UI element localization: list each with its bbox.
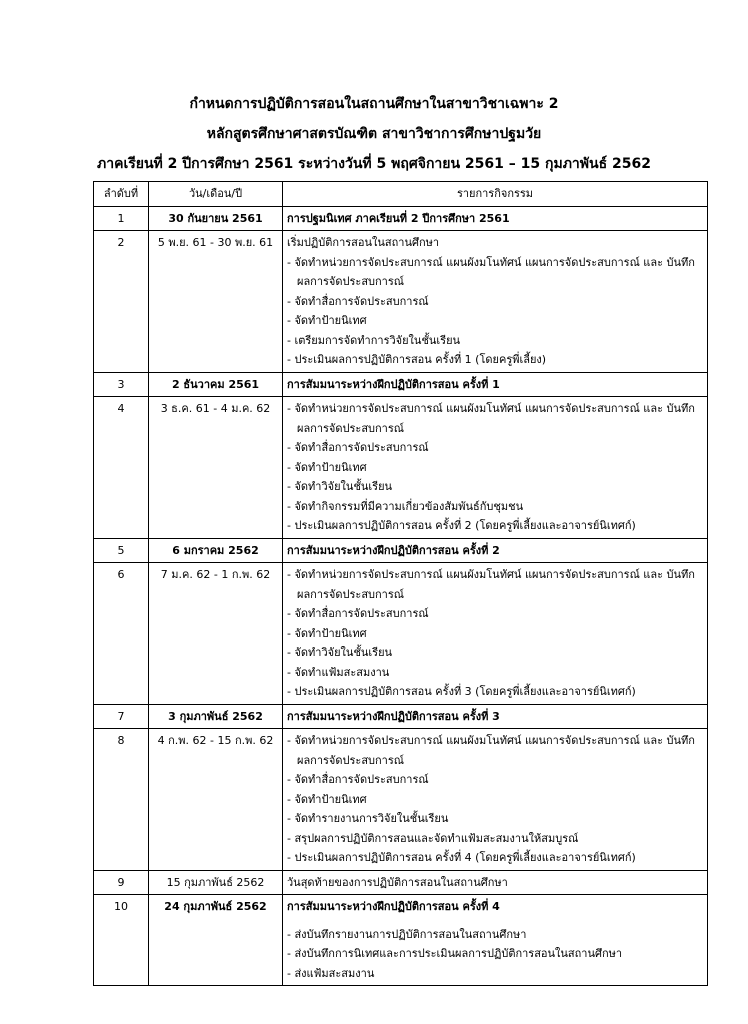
activity-item: - จัดทำวิจัยในชั้นเรียน — [287, 480, 393, 493]
row-date: 7 ม.ค. 62 - 1 ก.พ. 62 — [149, 563, 283, 705]
column-header-activity: รายการกิจกรรม — [283, 182, 708, 207]
activity-item: - จัดทำสื่อการจัดประสบการณ์ — [287, 441, 429, 454]
row-date: 5 พ.ย. 61 - 30 พ.ย. 61 — [149, 231, 283, 373]
spacer — [287, 917, 703, 925]
activity-title: การสัมมนาระหว่างฝึกปฏิบัติการสอน ครั้งที่ 4 — [287, 900, 500, 913]
table-body — [94, 206, 708, 986]
activity-item: - จัดทำหน่วยการจัดประสบการณ์ แผนผังมโนทัศน์ แผนการจัดประสบการณ์ และ บันทึกผลการจัดประสบการณ์ — [287, 568, 695, 601]
activity-item: - จัดทำป้ายนิเทศ — [287, 460, 367, 474]
row-activity — [283, 231, 708, 373]
activity-item: - จัดทำป้ายนิเทศ — [287, 314, 367, 327]
activity-item: - ประเมินผลการปฏิบัติการสอน ครั้งที่ 2 (โดยครูพี่เลี้ยงและอาจารย์นิเทศก์) — [287, 519, 636, 532]
row-activity — [283, 397, 708, 539]
activity-item: - จัดทำแฟ้มสะสมงาน — [287, 665, 390, 679]
table-row — [94, 704, 708, 729]
activity-item: - จัดทำสื่อการจัดประสบการณ์ — [287, 607, 429, 620]
activity-item: - จัดทำป้ายนิเทศ — [287, 792, 367, 806]
table-row — [94, 231, 708, 373]
activity-list — [287, 925, 703, 984]
table-row — [94, 563, 708, 705]
activity-title: การสัมมนาระหว่างฝึกปฏิบัติการสอน ครั้งที่ 2 — [287, 543, 500, 557]
row-activity — [283, 729, 708, 871]
table-row — [94, 895, 708, 986]
activity-list — [287, 399, 703, 536]
column-header-date: วัน/เดือน/ปี — [149, 182, 283, 207]
activity-item: - จัดทำกิจกรรมที่มีความเกี่ยวข้องสัมพันธ์กับชุมชน — [287, 499, 524, 513]
activity-item: - จัดทำหน่วยการจัดประสบการณ์ แผนผังมโนทัศน์ แผนการจัดประสบการณ์ และ บันทึกผลการจัดประสบการณ์ — [287, 402, 695, 435]
row-number: 2 — [94, 231, 149, 373]
row-number: 3 — [94, 372, 149, 397]
activity-list — [287, 253, 703, 370]
row-number: 6 — [94, 563, 149, 705]
schedule-table — [93, 181, 708, 986]
row-date: 2 ธันวาคม 2561 — [149, 372, 283, 397]
row-date: 3 ธ.ค. 61 - 4 ม.ค. 62 — [149, 397, 283, 539]
row-activity — [283, 870, 708, 895]
activity-title: การสัมมนาระหว่างฝึกปฏิบัติการสอน ครั้งที่ 3 — [287, 709, 500, 723]
row-activity — [283, 538, 708, 563]
activity-title: เริ่มปฏิบัติการสอนในสถานศึกษา — [287, 236, 440, 249]
table-row — [94, 397, 708, 539]
row-date: 15 กุมภาพันธ์ 2562 — [149, 870, 283, 895]
activity-item: - ประเมินผลการปฏิบัติการสอน ครั้งที่ 3 (โดยครูพี่เลี้ยงและอาจารย์นิเทศก์) — [287, 685, 636, 698]
document-subtitle: หลักสูตรศึกษาศาสตรบัณฑิต สาขาวิชาการศึกษาปฐมวัย — [206, 126, 542, 142]
row-date: 4 ก.พ. 62 - 15 ก.พ. 62 — [149, 729, 283, 871]
row-number: 9 — [94, 870, 149, 895]
table-row — [94, 870, 708, 895]
activity-title: วันสุดท้ายของการปฏิบัติการสอนในสถานศึกษา — [287, 875, 508, 889]
row-activity — [283, 563, 708, 705]
row-number: 10 — [94, 895, 149, 986]
document-title: กำหนดการปฏิบัติการสอนในสถานศึกษาในสาขาวิชาเฉพาะ 2 — [189, 96, 559, 112]
activity-item: - จัดทำสื่อการจัดประสบการณ์ — [287, 773, 429, 786]
table-row — [94, 729, 708, 871]
activity-item: - จัดทำรายงานการวิจัยในชั้นเรียน — [287, 812, 449, 825]
activity-item: - จัดทำหน่วยการจัดประสบการณ์ แผนผังมโนทัศน์ แผนการจัดประสบการณ์ และ บันทึกผลการจัดประสบการณ์ — [287, 734, 695, 767]
row-activity — [283, 704, 708, 729]
activity-list — [287, 565, 703, 702]
row-number: 4 — [94, 397, 149, 539]
activity-item: - จัดทำหน่วยการจัดประสบการณ์ แผนผังมโนทัศน์ แผนการจัดประสบการณ์ และ บันทึกผลการจัดประสบการณ์ — [287, 255, 695, 288]
table-row — [94, 206, 708, 231]
row-activity — [283, 895, 708, 986]
activity-title: การสัมมนาระหว่างฝึกปฏิบัติการสอน ครั้งที่ 1 — [287, 377, 500, 391]
row-number: 1 — [94, 206, 149, 231]
activity-item: - ส่งบันทึกรายงานการปฏิบัติการสอนในสถานศึกษา — [287, 927, 527, 941]
document-period: ภาคเรียนที่ 2 ปีการศึกษา 2561 ระหว่างวันที่ 5 พฤศจิกายน 2561 – 15 กุมภาพันธ์ 2562 — [97, 156, 651, 172]
row-date: 30 กันยายน 2561 — [149, 206, 283, 231]
row-activity — [283, 206, 708, 231]
activity-title: การปฐมนิเทศ ภาคเรียนที่ 2 ปีการศึกษา 2561 — [287, 211, 510, 225]
row-date: 6 มกราคม 2562 — [149, 538, 283, 563]
row-number: 5 — [94, 538, 149, 563]
activity-item: - ส่งบันทึกการนิเทศและการประเมินผลการปฏิบัติการสอนในสถานศึกษา — [287, 947, 623, 960]
activity-item: - จัดทำสื่อการจัดประสบการณ์ — [287, 294, 429, 308]
activity-item: - ประเมินผลการปฏิบัติการสอน ครั้งที่ 1 (โดยครูพี่เลี้ยง) — [287, 353, 547, 366]
table-row — [94, 372, 708, 397]
activity-item: - จัดทำวิจัยในชั้นเรียน — [287, 646, 393, 659]
column-header-no: ลำดับที่ — [94, 182, 149, 207]
activity-item: - สรุปผลการปฏิบัติการสอนและจัดทำแฟ้มสะสมงานให้สมบูรณ์ — [287, 831, 579, 845]
activity-item: - ประเมินผลการปฏิบัติการสอน ครั้งที่ 4 (โดยครูพี่เลี้ยงและอาจารย์นิเทศก์) — [287, 851, 636, 864]
activity-list — [287, 731, 703, 868]
activity-item: - จัดทำป้ายนิเทศ — [287, 626, 367, 640]
activity-item: - เตรียมการจัดทำการวิจัยในชั้นเรียน — [287, 333, 461, 347]
row-activity — [283, 372, 708, 397]
row-number: 7 — [94, 704, 149, 729]
row-number: 8 — [94, 729, 149, 871]
table-header-row — [94, 182, 708, 207]
row-date: 3 กุมภาพันธ์ 2562 — [149, 704, 283, 729]
activity-item: - ส่งแฟ้มสะสมงาน — [287, 966, 375, 980]
row-date: 24 กุมภาพันธ์ 2562 — [149, 895, 283, 986]
table-row — [94, 538, 708, 563]
